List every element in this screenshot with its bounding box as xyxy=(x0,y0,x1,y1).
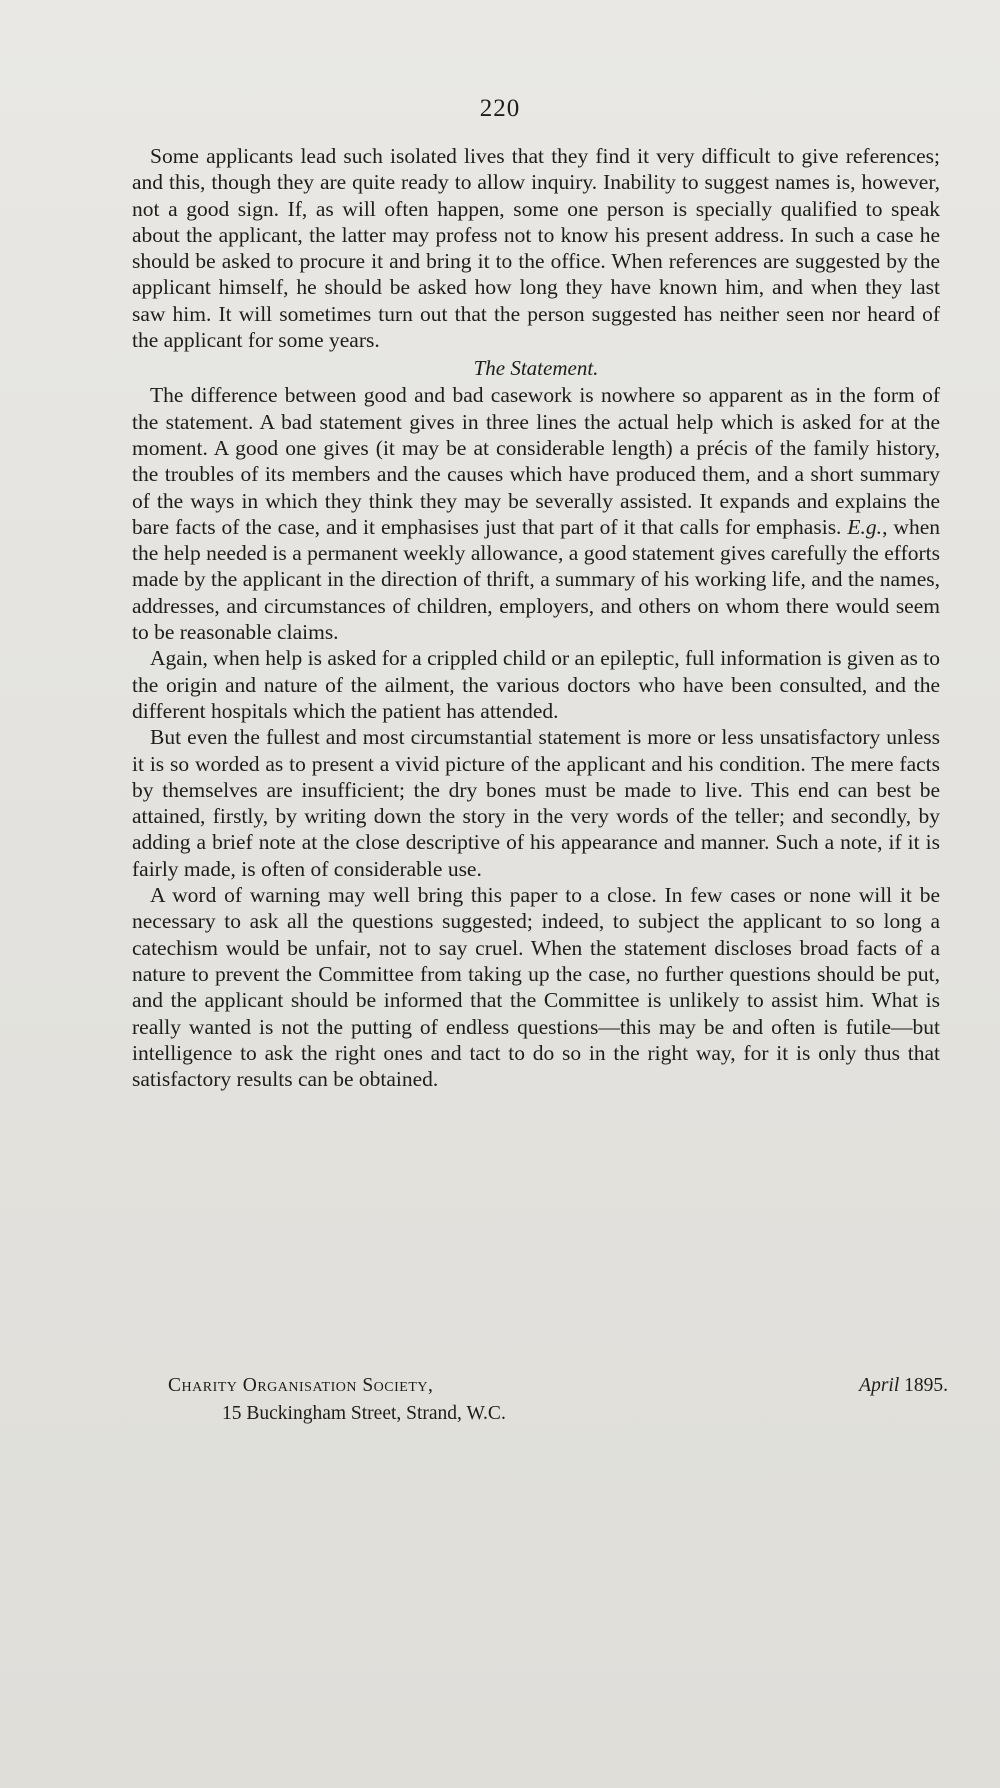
signature-date-year: 1895. xyxy=(899,1375,948,1396)
paragraph-references: Some applicants lead such isolated lives that they find it very difficult to give references; and this, though they are quite ready to allow inquiry. Inability to suggest names is, however, not a good sign. If, as will often happen, some one person is specially qualified to speak about the applicant, the latter may profess not to know his present address. In such a case he should be asked to procure it and bring it to the office. When references are suggested by the applicant himself, he should be asked how long they have known him, and when they last saw him. It will sometimes turn out that the person suggested has neither seen nor heard of the applicant for some years. xyxy=(132,144,940,353)
signature-date-month: April xyxy=(859,1375,900,1396)
signature-address: 15 Buckingham Street, Strand, W.C. xyxy=(222,1403,506,1424)
section-heading-statement: The Statement. xyxy=(473,356,599,381)
eg-abbreviation: E.g. xyxy=(847,514,883,539)
paragraph-statement-form xyxy=(132,382,940,645)
signature-organisation: Charity Organisation Society, xyxy=(168,1375,434,1396)
paragraph-warning: A word of warning may well bring this paper to a close. In few cases or none will it be necessary to ask all the questions suggested; indeed, to subject the applicant to so long a catechism would be unfair, not to say cruel. When the statement discloses broad facts of a nature to prevent the Committee from taking up the case, no further questions should be put, and the applicant should be informed that the Committee is unlikely to assist him. What is really wanted is not the putting of endless questions—this may be and often is futile—but intelligence to ask the right ones and tact to do so in the right way, for it is only thus that satisfactory results can be obtained. xyxy=(132,883,940,1092)
paragraph-statement-form-rest: , when the help needed is a permanent weekly allowance, a good statement gives carefully the efforts made by the applicant in the direction of thrift, a summary of his working life, and the names, addresses, and circumstances of children, employers, and others on whom there would seem to be reasonable claims. xyxy=(132,514,940,645)
signature-date xyxy=(859,1372,948,1400)
paragraph-crippled-child: Again, when help is asked for a crippled child or an epileptic, full information is given as to the origin and nature of the ailment, the various doctors who have been consulted, and the different hospitals which the patient has attended. xyxy=(132,646,940,723)
signature-block xyxy=(168,1372,948,1428)
paragraph-vivid-picture: But even the fullest and most circumstantial statement is more or less unsatisfactory unless it is so worded as to present a vivid picture of the applicant and his condition. The mere facts by themselves are insufficient; the dry bones must be made to live. This end can best be attained, firstly, by writing down the story in the very words of the teller; and secondly, by adding a brief note at the close descriptive of his appearance and manner. Such a note, if it is fairly made, is often of considerable use. xyxy=(132,725,940,881)
body-text xyxy=(132,143,940,1092)
paragraph-statement-form-main: The difference between good and bad casework is nowhere so apparent as in the form of the statement. A bad statement gives in three lines the actual help which is asked for at the moment. A good one gives (it may be at considerable length) a précis of the family history, the troubles of its members and the causes which have produced them, and a short summary of the ways in which they think they may be severally assisted. It expands and explains the bare facts of the case, and it emphasises just that part of it that calls for emphasis. xyxy=(132,383,940,539)
page-number: 220 xyxy=(479,95,521,122)
